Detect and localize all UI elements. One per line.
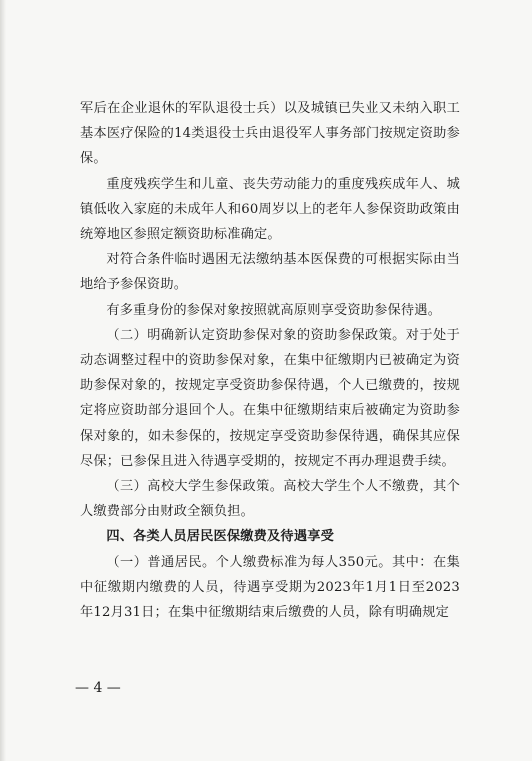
document-body xyxy=(80,96,460,625)
paragraph-section-3: （三）高校大学生参保政策。高校大学生个人不缴费，其个人缴费部分由财政全额负担。 xyxy=(80,479,460,520)
paragraph-multiple-identity: 有多重身份的参保对象按照就高原则享受资助参保待遇。 xyxy=(106,302,442,318)
paragraph-continuation: 军后在企业退休的军队退役士兵）以及城镇已失业又未纳入职工基本医疗保险的14类退役士兵由退役军人事务部门按规定资助参保。 xyxy=(80,101,460,167)
scan-edge-shadow xyxy=(0,0,6,761)
paragraph-disabled-aid: 重度残疾学生和儿童、丧失劳动能力的重度残疾成年人、城镇低收入家庭的未成年人和60周岁以上的老年人参保资助政策由统筹地区参照定额资助标准确定。 xyxy=(80,176,460,243)
section-heading-4: 四、各类人员居民医保缴费及待遇享受 xyxy=(106,529,334,545)
page-number: — 4 — xyxy=(75,680,121,696)
paragraph-ordinary-residents: （一）普通居民。个人缴费标准为每人350元。其中：在集中征缴期内缴费的人员，待遇享受期为2023年1月1日至2023年12月31日；在集中征缴期结束后缴费的人员，除有明确规定 xyxy=(80,554,460,621)
paragraph-temporary-hardship: 对符合条件临时遇困无法缴纳基本医保费的可根据实际由当地给予参保资助。 xyxy=(80,252,460,293)
paragraph-section-2: （二）明确新认定资助参保对象的资助参保政策。对于处于动态调整过程中的资助参保对象，在集中征缴期内已被确定为资助参保对象的，按规定享受资助参保待遇，个人已缴费的，按规定将应资助部分退回个人。在集中征缴期结束后被确定为资助参保对象的，如未参保的，按规定享受资助参保待遇，确保其应保尽保；已参保且进入待遇享受期的，按规定不再办理退费手续。 xyxy=(80,327,460,469)
